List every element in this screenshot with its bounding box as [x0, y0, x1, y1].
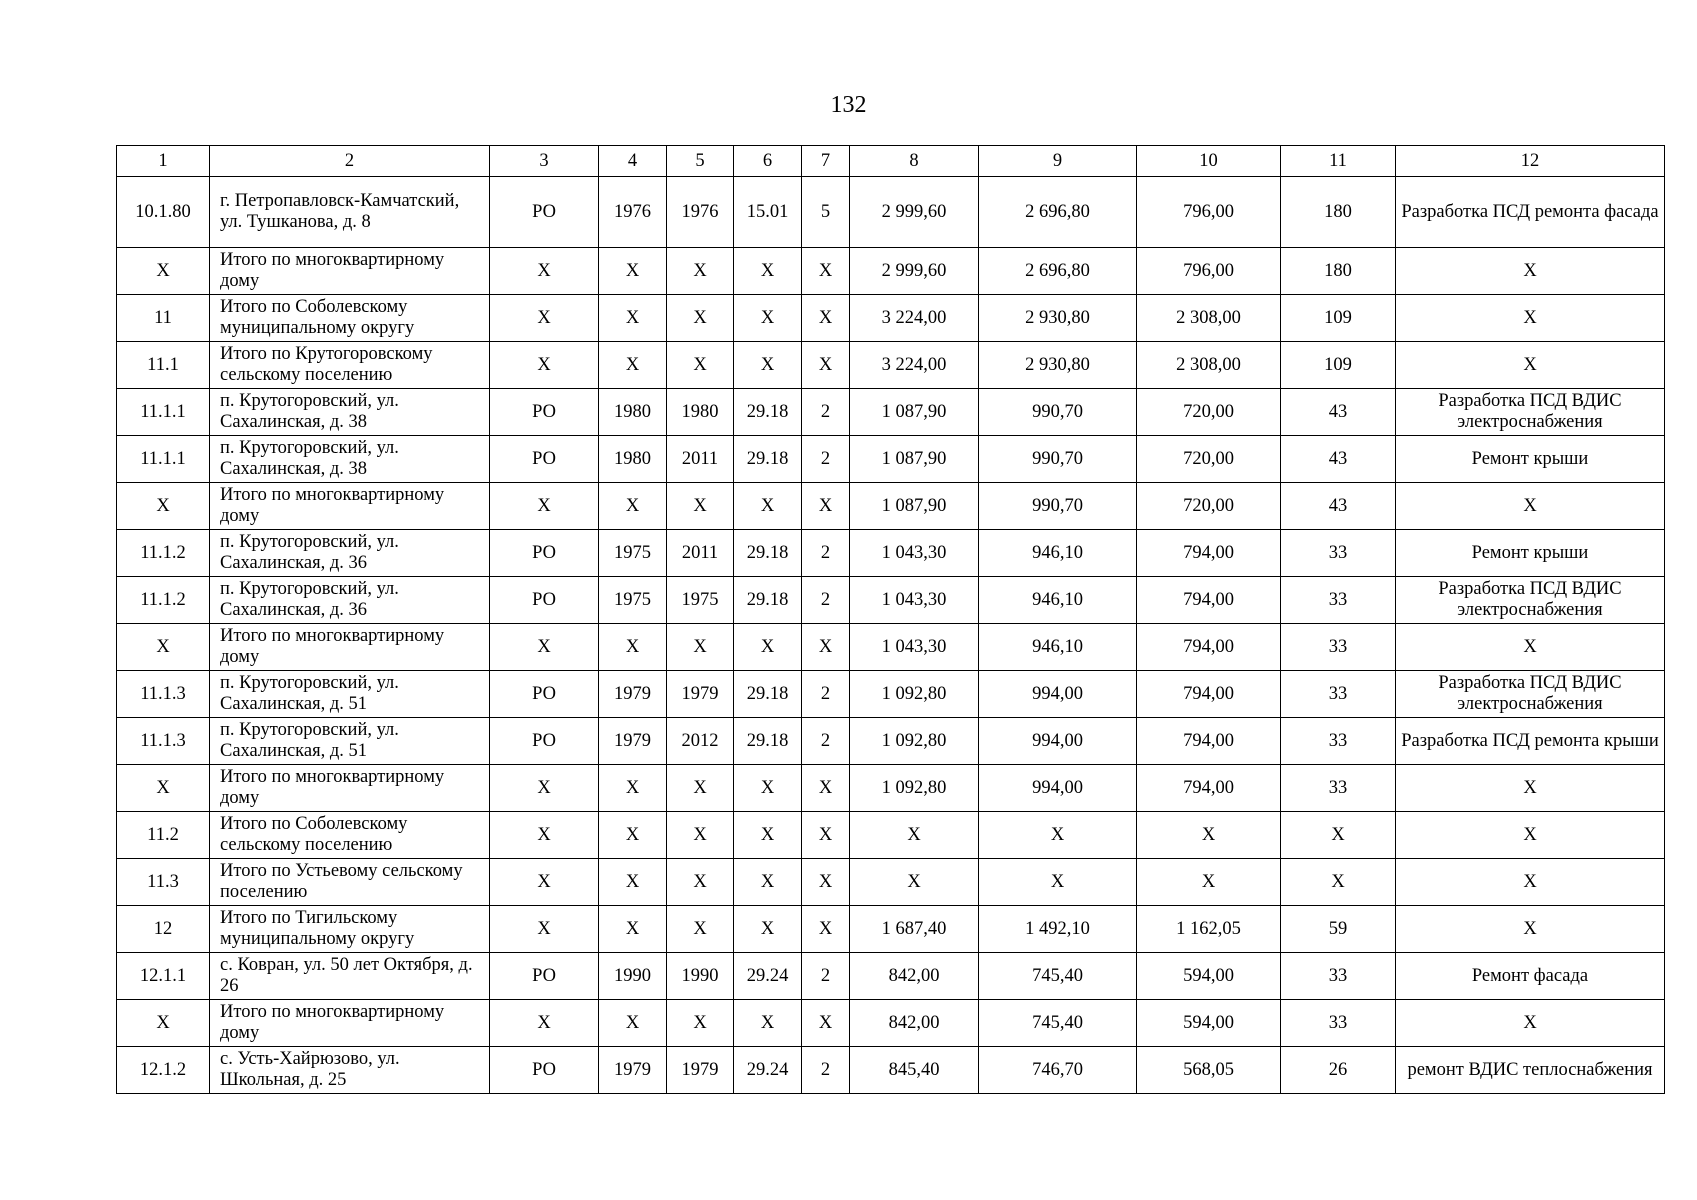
table-cell: РО: [490, 177, 599, 248]
table-cell: 12: [117, 906, 210, 953]
table-cell: Итого по многоквартирному дому: [210, 624, 490, 671]
table-cell: 1980: [599, 436, 667, 483]
table-row: [117, 765, 1665, 812]
table-cell: Х: [1396, 859, 1665, 906]
table-cell: 2 999,60: [850, 248, 979, 295]
table-cell: Х: [117, 248, 210, 295]
table-cell: Х: [599, 812, 667, 859]
table-cell: 1 087,90: [850, 483, 979, 530]
table-cell: 2 308,00: [1137, 295, 1281, 342]
table-cell: 29.18: [734, 718, 802, 765]
table-cell: 180: [1281, 177, 1396, 248]
table-cell: 1 687,40: [850, 906, 979, 953]
table-cell: 43: [1281, 483, 1396, 530]
header-cell: 1: [117, 146, 210, 177]
table-row: [117, 577, 1665, 624]
table-cell: 1980: [599, 389, 667, 436]
table-cell: Х: [490, 906, 599, 953]
table-cell: 2: [802, 389, 850, 436]
table-cell: Х: [667, 342, 734, 389]
table-cell: Итого по Тигильскому муниципальному округу: [210, 906, 490, 953]
table-cell: п. Крутогоровский, ул. Сахалинская, д. 36: [210, 577, 490, 624]
table-cell: Х: [734, 859, 802, 906]
header-cell: 5: [667, 146, 734, 177]
table-cell: Х: [1281, 812, 1396, 859]
table-cell: Х: [1396, 342, 1665, 389]
table-cell: Разработка ПСД ремонта крыши: [1396, 718, 1665, 765]
table-cell: 12.1.1: [117, 953, 210, 1000]
table-cell: Разработка ПСД ВДИС электроснабжения: [1396, 389, 1665, 436]
table-cell: 11.1.3: [117, 718, 210, 765]
table-cell: 990,70: [979, 436, 1137, 483]
table-cell: Х: [599, 859, 667, 906]
table-cell: 29.18: [734, 577, 802, 624]
table-cell: РО: [490, 436, 599, 483]
table-cell: 3 224,00: [850, 342, 979, 389]
table-cell: Х: [490, 624, 599, 671]
table-cell: п. Крутогоровский, ул. Сахалинская, д. 38: [210, 436, 490, 483]
table-cell: 994,00: [979, 765, 1137, 812]
table-cell: п. Крутогоровский, ул. Сахалинская, д. 36: [210, 530, 490, 577]
table-cell: Х: [734, 765, 802, 812]
table-cell: 842,00: [850, 1000, 979, 1047]
table-cell: Х: [734, 812, 802, 859]
table-cell: 11.3: [117, 859, 210, 906]
table-row: [117, 248, 1665, 295]
table-cell: РО: [490, 577, 599, 624]
table-row: [117, 718, 1665, 765]
table-cell: 994,00: [979, 718, 1137, 765]
table-cell: Х: [734, 248, 802, 295]
header-cell: 3: [490, 146, 599, 177]
table-cell: Разработка ПСД ВДИС электроснабжения: [1396, 577, 1665, 624]
table-cell: Х: [802, 1000, 850, 1047]
table-cell: с. Ковран, ул. 50 лет Октября, д. 26: [210, 953, 490, 1000]
table-cell: 29.18: [734, 389, 802, 436]
table-cell: Х: [802, 859, 850, 906]
table-cell: 990,70: [979, 483, 1137, 530]
table-cell: 1 087,90: [850, 389, 979, 436]
table-row: [117, 671, 1665, 718]
header-cell: 10: [1137, 146, 1281, 177]
header-cell: 6: [734, 146, 802, 177]
table-cell: 794,00: [1137, 624, 1281, 671]
table-cell: 2: [802, 671, 850, 718]
table-cell: 845,40: [850, 1047, 979, 1094]
table-cell: 1975: [599, 577, 667, 624]
table-cell: 15.01: [734, 177, 802, 248]
table-cell: 29.24: [734, 1047, 802, 1094]
table-row: [117, 342, 1665, 389]
table-cell: 2012: [667, 718, 734, 765]
table-row: [117, 812, 1665, 859]
table-cell: Итого по многоквартирному дому: [210, 483, 490, 530]
table-cell: 1990: [599, 953, 667, 1000]
table-cell: 43: [1281, 389, 1396, 436]
table-cell: Ремонт крыши: [1396, 530, 1665, 577]
table-cell: Х: [734, 906, 802, 953]
table-cell: 796,00: [1137, 177, 1281, 248]
table-cell: 11.1.2: [117, 530, 210, 577]
table-cell: 794,00: [1137, 530, 1281, 577]
table-row: [117, 859, 1665, 906]
table-cell: 2: [802, 718, 850, 765]
table-row: [117, 624, 1665, 671]
table-cell: 2 696,80: [979, 248, 1137, 295]
table-cell: РО: [490, 1047, 599, 1094]
table-cell: 720,00: [1137, 436, 1281, 483]
table-cell: 11.2: [117, 812, 210, 859]
table-cell: п. Крутогоровский, ул. Сахалинская, д. 51: [210, 671, 490, 718]
repair-program-table: [116, 145, 1665, 1094]
table-cell: Х: [599, 1000, 667, 1047]
table-cell: с. Усть-Хайрюзово, ул. Школьная, д. 25: [210, 1047, 490, 1094]
table-cell: Х: [734, 295, 802, 342]
table-cell: РО: [490, 530, 599, 577]
table-cell: 2: [802, 436, 850, 483]
table-row: [117, 530, 1665, 577]
table-cell: 1979: [667, 1047, 734, 1094]
table-cell: Х: [667, 248, 734, 295]
table-cell: Х: [490, 483, 599, 530]
table-cell: 796,00: [1137, 248, 1281, 295]
table-cell: 1 043,30: [850, 530, 979, 577]
table-cell: 1 162,05: [1137, 906, 1281, 953]
table-cell: 794,00: [1137, 671, 1281, 718]
table-cell: Х: [979, 859, 1137, 906]
table-cell: 1979: [599, 1047, 667, 1094]
table-cell: Ремонт крыши: [1396, 436, 1665, 483]
table-cell: Х: [1396, 248, 1665, 295]
table-cell: 1 092,80: [850, 671, 979, 718]
table-cell: 745,40: [979, 1000, 1137, 1047]
table-cell: 109: [1281, 342, 1396, 389]
table-row: [117, 1047, 1665, 1094]
table-cell: Х: [599, 295, 667, 342]
table-cell: Х: [117, 483, 210, 530]
table-cell: г. Петропавловск-Камчатский, ул. Тушканова, д. 8: [210, 177, 490, 248]
column-number-row: [117, 146, 1665, 177]
table-cell: 2: [802, 530, 850, 577]
table-cell: Х: [490, 1000, 599, 1047]
table-cell: п. Крутогоровский, ул. Сахалинская, д. 38: [210, 389, 490, 436]
header-cell: 2: [210, 146, 490, 177]
table-cell: 1975: [667, 577, 734, 624]
table-cell: Х: [667, 1000, 734, 1047]
table-cell: 990,70: [979, 389, 1137, 436]
table-cell: 33: [1281, 1000, 1396, 1047]
table-cell: Х: [490, 342, 599, 389]
table-row: [117, 906, 1665, 953]
table-cell: ремонт ВДИС теплоснабжения: [1396, 1047, 1665, 1094]
table-cell: Х: [667, 906, 734, 953]
table-cell: Х: [734, 1000, 802, 1047]
table-cell: 33: [1281, 953, 1396, 1000]
table-cell: 5: [802, 177, 850, 248]
table-cell: Х: [1396, 812, 1665, 859]
table-cell: 720,00: [1137, 483, 1281, 530]
table-row: [117, 1000, 1665, 1047]
table-cell: 109: [1281, 295, 1396, 342]
table-cell: 1976: [599, 177, 667, 248]
table-cell: 11.1: [117, 342, 210, 389]
table-cell: Итого по Крутогоровскому сельскому поселению: [210, 342, 490, 389]
table-cell: 33: [1281, 671, 1396, 718]
header-cell: 8: [850, 146, 979, 177]
table-cell: РО: [490, 389, 599, 436]
table-cell: Х: [1137, 812, 1281, 859]
table-cell: 2011: [667, 530, 734, 577]
table-row: [117, 953, 1665, 1000]
table-row: [117, 389, 1665, 436]
table-cell: 11.1.3: [117, 671, 210, 718]
table-cell: Х: [802, 248, 850, 295]
table-row: [117, 177, 1665, 248]
table-cell: Х: [490, 859, 599, 906]
table-cell: 2 999,60: [850, 177, 979, 248]
table-cell: 1976: [667, 177, 734, 248]
table-cell: 33: [1281, 718, 1396, 765]
table-row: [117, 436, 1665, 483]
table-cell: 2 930,80: [979, 342, 1137, 389]
table-cell: 180: [1281, 248, 1396, 295]
table-cell: 11: [117, 295, 210, 342]
table-cell: 1990: [667, 953, 734, 1000]
table-cell: 33: [1281, 530, 1396, 577]
header-cell: 11: [1281, 146, 1396, 177]
table-cell: 2: [802, 1047, 850, 1094]
table-cell: Х: [599, 765, 667, 812]
table-cell: 994,00: [979, 671, 1137, 718]
table-cell: 1 087,90: [850, 436, 979, 483]
table-row: [117, 295, 1665, 342]
table-cell: Х: [734, 483, 802, 530]
table-cell: 2: [802, 577, 850, 624]
table-cell: 946,10: [979, 577, 1137, 624]
table-cell: 1979: [599, 718, 667, 765]
table-cell: 10.1.80: [117, 177, 210, 248]
table-cell: Х: [490, 765, 599, 812]
table-cell: Х: [802, 765, 850, 812]
table-cell: Х: [490, 248, 599, 295]
table-cell: Х: [1396, 1000, 1665, 1047]
table-cell: Х: [802, 342, 850, 389]
table-cell: Х: [1396, 906, 1665, 953]
table-cell: 29.18: [734, 530, 802, 577]
table-cell: 2 930,80: [979, 295, 1137, 342]
table-cell: 594,00: [1137, 1000, 1281, 1047]
table-cell: Х: [734, 342, 802, 389]
table-cell: 1979: [599, 671, 667, 718]
table-cell: Х: [802, 295, 850, 342]
table-cell: 946,10: [979, 530, 1137, 577]
table-cell: Х: [599, 624, 667, 671]
table-cell: 11.1.2: [117, 577, 210, 624]
table-cell: Х: [667, 483, 734, 530]
table-cell: Х: [734, 624, 802, 671]
table-cell: 29.18: [734, 436, 802, 483]
table-cell: 11.1.1: [117, 389, 210, 436]
table-cell: Х: [1396, 765, 1665, 812]
table-cell: 1 043,30: [850, 577, 979, 624]
table-cell: 2 696,80: [979, 177, 1137, 248]
table-cell: 1979: [667, 671, 734, 718]
table-cell: 1 092,80: [850, 718, 979, 765]
table-cell: 59: [1281, 906, 1396, 953]
table-cell: 1 092,80: [850, 765, 979, 812]
table-cell: РО: [490, 953, 599, 1000]
table-cell: 1980: [667, 389, 734, 436]
table-cell: Х: [802, 483, 850, 530]
table-cell: Х: [599, 906, 667, 953]
table-cell: РО: [490, 671, 599, 718]
table-row: [117, 483, 1665, 530]
page-number: 132: [830, 92, 867, 118]
table-cell: 1 043,30: [850, 624, 979, 671]
table-cell: Х: [117, 624, 210, 671]
table-cell: Х: [117, 765, 210, 812]
table-cell: 720,00: [1137, 389, 1281, 436]
table-cell: Х: [1281, 859, 1396, 906]
table-cell: Х: [802, 624, 850, 671]
header-cell: 9: [979, 146, 1137, 177]
table-cell: Разработка ПСД ВДИС электроснабжения: [1396, 671, 1665, 718]
table-cell: 1 492,10: [979, 906, 1137, 953]
table-cell: 33: [1281, 577, 1396, 624]
table-cell: Х: [667, 295, 734, 342]
table-cell: 2011: [667, 436, 734, 483]
table-cell: Итого по Соболевскому сельскому поселению: [210, 812, 490, 859]
table-cell: Х: [117, 1000, 210, 1047]
table-cell: Х: [599, 248, 667, 295]
table-cell: Х: [979, 812, 1137, 859]
table-cell: Х: [599, 483, 667, 530]
table-cell: Х: [1396, 295, 1665, 342]
table-cell: 568,05: [1137, 1047, 1281, 1094]
table-cell: 794,00: [1137, 718, 1281, 765]
table-cell: Итого по Соболевскому муниципальному округу: [210, 295, 490, 342]
header-cell: 4: [599, 146, 667, 177]
table-cell: Х: [850, 859, 979, 906]
table-cell: Х: [490, 812, 599, 859]
table-cell: Х: [667, 812, 734, 859]
table-cell: Х: [667, 859, 734, 906]
table-cell: 29.24: [734, 953, 802, 1000]
table-cell: Итого по многоквартирному дому: [210, 1000, 490, 1047]
table-cell: Х: [1396, 624, 1665, 671]
table-cell: 946,10: [979, 624, 1137, 671]
table-cell: Х: [850, 812, 979, 859]
table-cell: Итого по многоквартирному дому: [210, 765, 490, 812]
table-cell: 26: [1281, 1047, 1396, 1094]
table-cell: Итого по Устьевому сельскому поселению: [210, 859, 490, 906]
table-cell: 33: [1281, 765, 1396, 812]
table-body: [117, 146, 1665, 1094]
table-cell: 3 224,00: [850, 295, 979, 342]
table-cell: 2: [802, 953, 850, 1000]
table-cell: Х: [1137, 859, 1281, 906]
table-cell: Х: [802, 906, 850, 953]
header-cell: 7: [802, 146, 850, 177]
table-cell: 746,70: [979, 1047, 1137, 1094]
table-cell: РО: [490, 718, 599, 765]
table-cell: 794,00: [1137, 765, 1281, 812]
table-cell: Х: [667, 624, 734, 671]
table-cell: п. Крутогоровский, ул. Сахалинская, д. 51: [210, 718, 490, 765]
table-cell: 43: [1281, 436, 1396, 483]
table-cell: 594,00: [1137, 953, 1281, 1000]
table-cell: Ремонт фасада: [1396, 953, 1665, 1000]
table-cell: 745,40: [979, 953, 1137, 1000]
table-cell: Х: [667, 765, 734, 812]
table-cell: 12.1.2: [117, 1047, 210, 1094]
table-cell: Х: [802, 812, 850, 859]
table-cell: 794,00: [1137, 577, 1281, 624]
table-cell: 1975: [599, 530, 667, 577]
table-cell: Х: [599, 342, 667, 389]
table-cell: Х: [1396, 483, 1665, 530]
table-cell: 33: [1281, 624, 1396, 671]
header-cell: 12: [1396, 146, 1665, 177]
table-cell: Х: [490, 295, 599, 342]
table-cell: 29.18: [734, 671, 802, 718]
table-cell: 842,00: [850, 953, 979, 1000]
table-cell: Разработка ПСД ремонта фасада: [1396, 177, 1665, 248]
table-cell: 2 308,00: [1137, 342, 1281, 389]
table-cell: 11.1.1: [117, 436, 210, 483]
table-cell: Итого по многоквартирному дому: [210, 248, 490, 295]
